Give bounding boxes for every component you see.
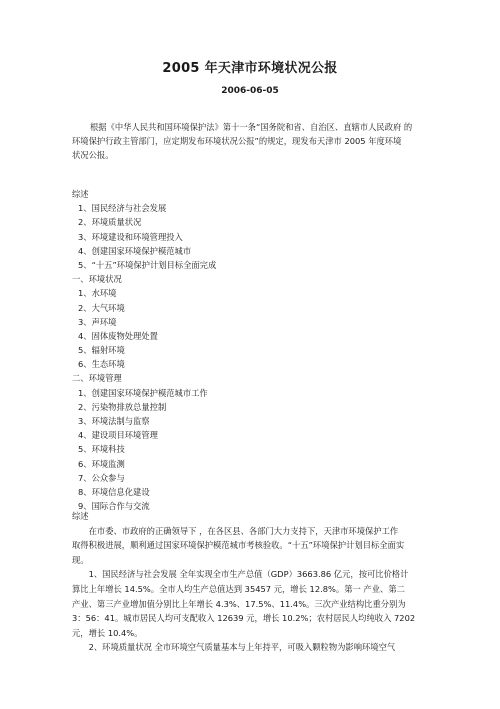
toc-section2-heading: 二、环境管理 — [72, 373, 122, 384]
toc-item: 9、国际合作与交流 — [78, 501, 150, 512]
body-line: 3：56：41。城市居民人均可支配收入 12639 元，增长 10.2%；农村居民人均纯收入 7202 — [72, 613, 416, 624]
toc-item: 6、环境监测 — [78, 458, 125, 469]
toc-item: 4、创建国家环境保护模范城市 — [78, 245, 192, 256]
toc-item: 5、辐射环境 — [78, 345, 125, 356]
toc-item: 4、固体废物处理处置 — [78, 330, 158, 341]
toc-overview-heading: 综述 — [72, 189, 89, 199]
body-line: 现。 — [72, 554, 89, 565]
body-line: 产业、第三产业增加值分别比上年增长 4.3%、17.5%、11.4%。三次产业结构比重分别为 — [72, 598, 406, 609]
document-date: 2006-06-05 — [221, 86, 279, 96]
toc-item: 2、大气环境 — [78, 302, 125, 313]
intro-line: 根据《中华人民共和国环境保护法》第十一条“国务院和省、自治区、直辖市人民政府 的 — [90, 122, 413, 132]
document-title: 2005 年天津市环境状况公报 — [162, 61, 338, 76]
toc-item: 1、创建国家环境保护模范城市工作 — [78, 387, 208, 398]
overview-heading: 综述 — [72, 511, 89, 521]
intro-paragraph — [72, 120, 412, 162]
toc-item: 5、“十五”环境保护计划目标全面完成 — [78, 259, 217, 270]
toc-item: 1、水环境 — [78, 288, 117, 299]
toc-section1-heading: 一、环境状况 — [72, 274, 122, 285]
toc-item: 4、建设项目环境管理 — [78, 430, 158, 441]
table-of-contents — [72, 187, 216, 513]
body-line: 2、环境质量状况 全市环境空气质量基本与上年持平，可吸入颗粒物为影响环境空气 — [72, 642, 396, 653]
toc-item: 7、公众参与 — [78, 472, 125, 483]
toc-item: 2、环境质量状况 — [78, 217, 142, 228]
toc-item: 5、环境科技 — [78, 444, 125, 455]
body-line: 算比上年增长 14.5%。全市人均生产总值达到 35457 元，增长 12.8%。第一 产业、第二 — [72, 583, 405, 594]
toc-item: 1、国民经济与社会发展 — [78, 203, 167, 214]
toc-item: 3、环境建设和环境管理投入 — [78, 231, 183, 242]
body-line: 取得积极进展，顺利通过国家环境保护模范城市考核验收。“十五”环境保护计划目标全面实 — [72, 540, 405, 551]
toc-item: 2、污染物排放总量控制 — [78, 401, 167, 412]
intro-line: 状况公报。 — [72, 150, 114, 160]
body-line: 1、国民经济与社会发展 全年实现全市生产总值（GDP）3663.86 亿元，按可比价格计 — [72, 569, 409, 580]
toc-item: 8、环境信息化建设 — [78, 486, 150, 497]
body-line: 在市委、市政府的正确领导下 ，在各区县、各部门大力支持下，天津市环境保护工作 — [72, 525, 399, 536]
toc-item: 6、生态环境 — [78, 359, 125, 370]
overview-section — [72, 509, 415, 655]
toc-item: 3、声环境 — [78, 316, 117, 327]
intro-line: 环境保护行政主管部门，应定期发布环境状况公报”的规定，现发布天津市 2005 年度环境 — [72, 136, 402, 146]
toc-item: 3、环境法制与监察 — [78, 416, 150, 426]
body-line: 元，增长 10.4%。 — [72, 627, 143, 638]
